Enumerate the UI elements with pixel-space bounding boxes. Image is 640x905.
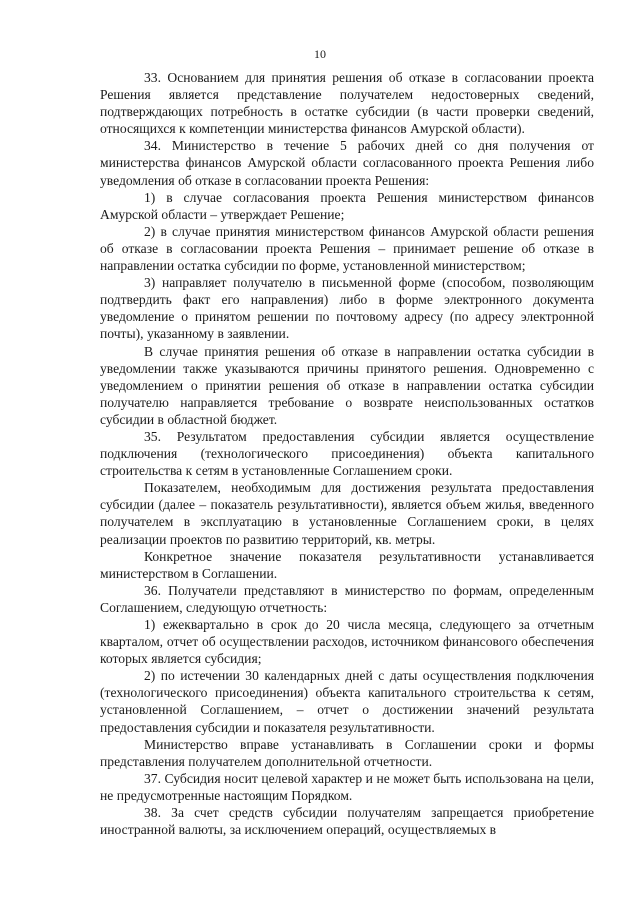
paragraph-36: 36. Получатели представляют в министерство по формам, определенным Соглашением, следующую отчетность:: [100, 582, 594, 615]
paragraph-34: 34. Министерство в течение 5 рабочих дней со дня получения от министерства финансов Амурской области согласованного проекта Решения либо уведомления об отказе в согласовании проекта Решения:: [100, 138, 594, 188]
document-body: [100, 69, 594, 838]
page-number: 10: [314, 47, 326, 61]
paragraph-34-item-1: 1) в случае согласования проекта Решения министерством финансов Амурской области – утверждает Решение;: [100, 189, 594, 222]
paragraph-36-item-2: 2) по истечении 30 календарных дней с даты осуществления подключения (технологического присоединения) объекта капитального строительства к сетям, установленной Соглашением, – отчет о достижении значений результата предоставления субсидии и показателя результативности.: [100, 668, 594, 735]
paragraph-35: 35. Результатом предоставления субсидии является осуществление подключения (технологического присоединения) объекта капитального строительства к сетям в установленные Соглашением сроки.: [100, 428, 594, 479]
paragraph-indicator-value: Конкретное значение показателя результативности устанавливается министерством в Соглашении.: [100, 548, 594, 581]
paragraph-36-item-1: 1) ежеквартально в срок до 20 числа месяца, следующего за отчетным кварталом, отчет об осуществлении расходов, источником финансового обеспечения которых является субсидия;: [100, 617, 594, 667]
paragraph-refusal-notice: В случае принятия решения об отказе в направлении остатка субсидии в уведомлении также указываются причины принятого решения. Одновременно с уведомлением о принятии решения об отказе в направлении остатка субсидии получателю направляется требование о возврате неиспользованных остатков субсидии в областной бюджет.: [100, 343, 594, 427]
paragraph-34-item-3: 3) направляет получателю в письменной форме (способом, позволяющим подтвердить факт его направления) либо в форме электронного документа уведомление о принятом решении по почтовому адресу (по адресу электронной почты), указанному в заявлении.: [100, 275, 594, 342]
paragraph-37: 37. Субсидия носит целевой характер и не может быть использована на цели, не предусмотренные настоящим Порядком.: [100, 770, 594, 803]
paragraph-33: 33. Основанием для принятия решения об отказе в согласовании проекта Решения является представление получателем недостоверных сведений, подтверждающих потребность в остатке субсидии (в части проверки сведений, относящихся к компетенции министерства финансов Амурской области).: [100, 70, 594, 137]
paragraph-performance-indicator: Показателем, необходимым для достижения результата предоставления субсидии (далее – показатель результативности), является объем жилья, введенного получателем в эксплуатацию в установленные Соглашением сроки, в целях реализации проектов по развитию территорий, кв. метры.: [100, 480, 594, 547]
paragraph-38: 38. За счет средств субсидии получателям запрещается приобретение иностранной валюты, за исключением операций, осуществляемых в: [100, 805, 594, 838]
paragraph-34-item-2: 2) в случае принятия министерством финансов Амурской области решения об отказе в согласовании проекта Решения – принимает решение об отказе в направлении остатка субсидии по форме, установленной министерством;: [100, 223, 594, 274]
paragraph-additional-reporting: Министерство вправе устанавливать в Соглашении сроки и формы представления получателем дополнительной отчетности.: [100, 736, 594, 769]
